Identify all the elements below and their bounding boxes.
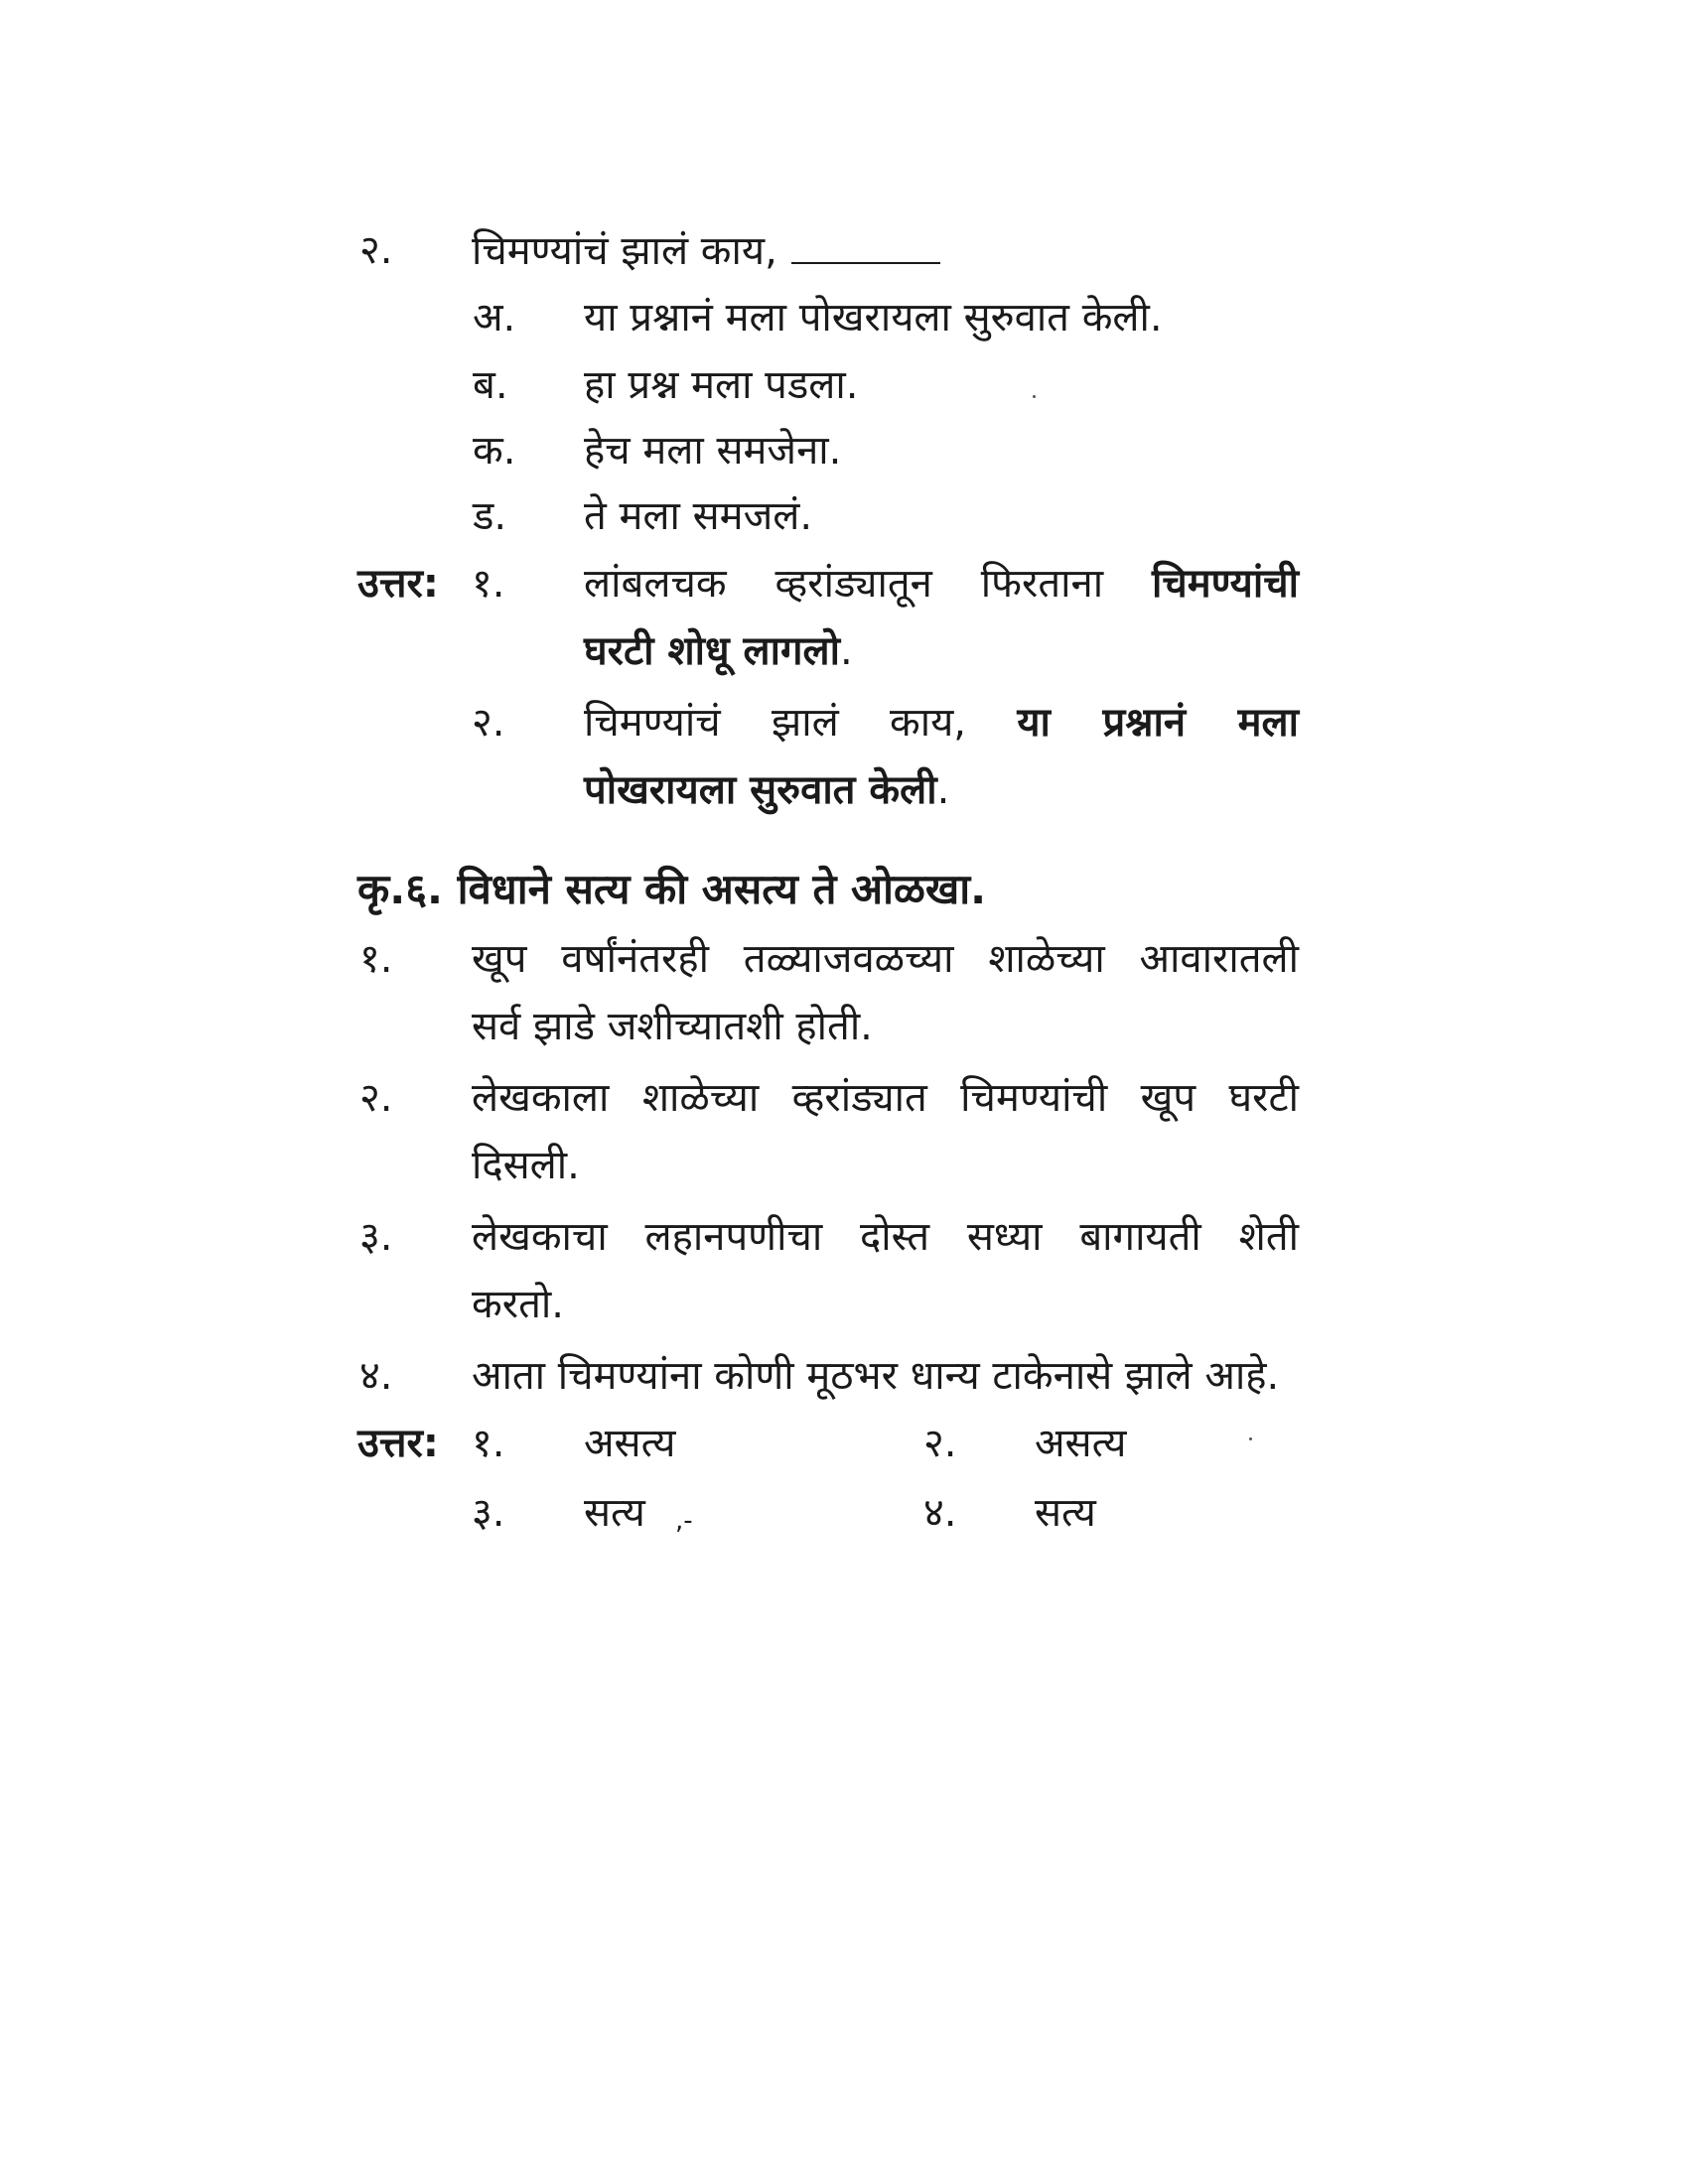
- stray-mark: ,-: [675, 1506, 693, 1536]
- option-text: या प्रश्नानं मला पोखरायला सुरुवात केली.: [584, 295, 1163, 341]
- answer-number: २.: [923, 1421, 957, 1466]
- option-letter: ड.: [473, 493, 507, 539]
- q2-number: २.: [359, 227, 393, 273]
- answer-number: ३.: [472, 1490, 505, 1536]
- statement-number: १.: [359, 936, 393, 982]
- answer-value: असत्य: [584, 1421, 676, 1466]
- answer-number: ४.: [923, 1490, 957, 1536]
- answer-bold-text: चिमण्यांची: [1152, 561, 1299, 607]
- scan-speck: [1033, 395, 1036, 398]
- statement-number: ३.: [359, 1214, 393, 1260]
- answer-bold-text: घरटी शोधू लागलो: [584, 628, 841, 674]
- answer-tail: .: [936, 767, 950, 813]
- option-letter: ब.: [473, 362, 508, 408]
- answer-value: सत्य: [1035, 1490, 1096, 1536]
- answer-value: सत्य: [584, 1490, 645, 1536]
- answer-label: उत्तर:: [357, 561, 439, 607]
- statement-number: २.: [359, 1075, 393, 1121]
- option-text: ते मला समजलं.: [584, 493, 813, 539]
- answer-blank: [791, 220, 940, 264]
- answer-2-continuation: [584, 760, 949, 820]
- answer-2-text: [584, 693, 1299, 752]
- answer-number: १.: [472, 561, 505, 607]
- answer-1-continuation: [584, 621, 853, 681]
- statement-text: दिसली.: [472, 1143, 580, 1188]
- statement-text: करतो.: [472, 1282, 564, 1327]
- statement-number: ४.: [359, 1353, 393, 1399]
- answer-plain-text: लांबलचक व्हरांड्यातून फिरताना: [584, 561, 1104, 607]
- q2-text-wrap: [472, 220, 940, 281]
- statement-text: आता चिमण्यांना कोणी मूठभर धान्य टाकेनासे झाले आहे.: [472, 1353, 1280, 1399]
- section-heading: कृ.६. विधाने सत्य की असत्य ते ओळखा.: [357, 865, 987, 913]
- scan-speck: [1249, 1437, 1252, 1440]
- answer-bold-text: पोखरायला सुरुवात केली: [584, 767, 937, 813]
- answer-1-text: [584, 554, 1299, 614]
- option-letter: क.: [473, 428, 516, 474]
- option-letter: अ.: [473, 295, 516, 341]
- answer-label: उत्तर:: [357, 1421, 439, 1466]
- option-text: हा प्रश्न मला पडला.: [584, 362, 859, 408]
- answer-number: १.: [472, 1421, 505, 1466]
- option-text: हेच मला समजेना.: [584, 428, 842, 474]
- answer-plain-text: चिमण्यांचं झालं काय,: [584, 700, 967, 746]
- answer-value: असत्य: [1035, 1421, 1127, 1466]
- statement-text: खूप वर्षांनंतरही तळ्याजवळच्या शाळेच्या आवारातली: [472, 936, 1299, 982]
- statement-text: सर्व झाडे जशीच्यातशी होती.: [472, 1004, 873, 1049]
- q2-text: चिमण्यांचं झालं काय,: [472, 228, 777, 274]
- statement-text: लेखकाचा लहानपणीचा दोस्त सध्या बागायती शेती: [472, 1214, 1299, 1260]
- answer-bold-text: या प्रश्नानं मला: [1017, 700, 1299, 746]
- answer-number: २.: [472, 700, 505, 746]
- statement-text: लेखकाला शाळेच्या व्हरांड्यात चिमण्यांची खूप घरटी: [472, 1075, 1299, 1121]
- answer-tail: .: [840, 628, 853, 674]
